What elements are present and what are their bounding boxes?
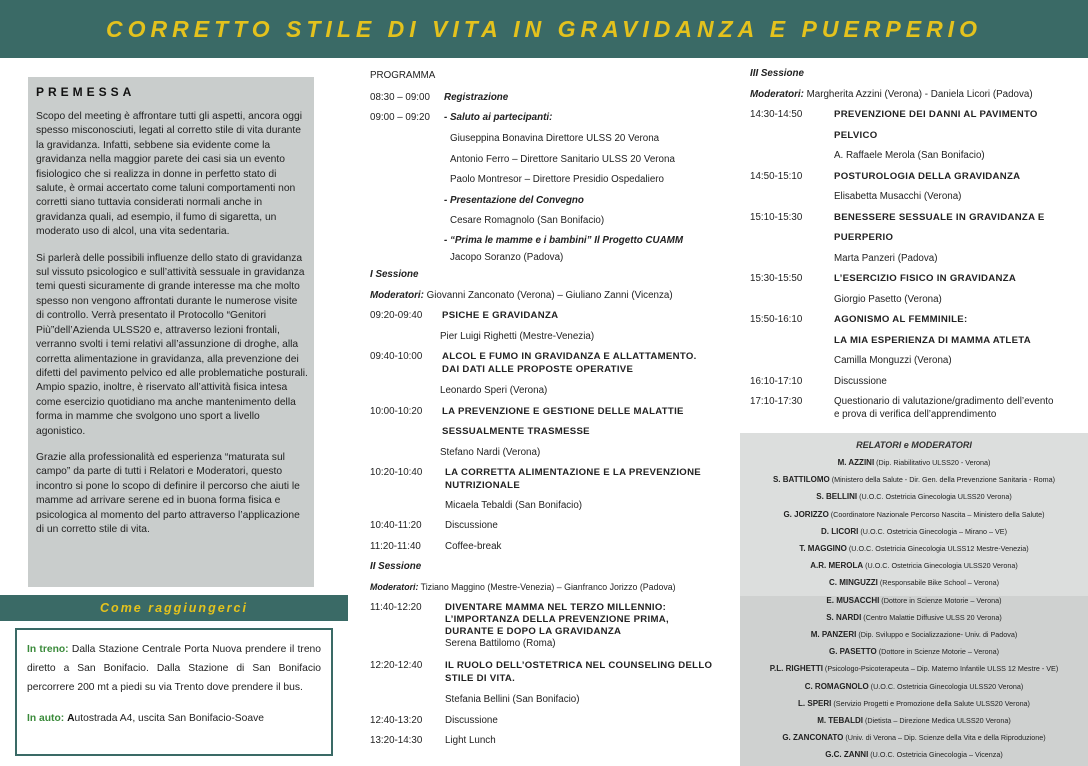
relatore-affiliation: (Servizio Progetti e Promozione della Salute ULSS20 Verona) (831, 698, 1030, 708)
talk-r1-speaker: A. Raffaele Merola (San Bonifacio) (834, 150, 985, 161)
talk-r4-title: L’ESERCIZIO FISICO IN GRAVIDANZA (834, 273, 1017, 284)
relatore-item (740, 527, 1088, 536)
relatore-affiliation: (U.O.C. Ostetricia Ginecologia ULSS20 Verona) (863, 561, 1018, 571)
train-directions (27, 640, 321, 697)
come-raggiungerci-title: Come raggiungerci (100, 601, 248, 615)
relatore-affiliation: (Univ. di Verona – Dip. Scienze della Vita e della Riproduzione) (843, 733, 1046, 743)
directions-box (15, 628, 333, 756)
talk-r1-title-b: PELVICO (834, 130, 878, 141)
talk-t2-title-b: DAI DATI ALLE PROPOSTE OPERATIVE (442, 364, 634, 375)
talk-t8-speaker: Stefania Bellini (San Bonifacio) (445, 694, 580, 705)
talk-r5-title-a: AGONISMO AL FEMMINILE: (834, 314, 968, 325)
premessa-paragraph-1: Scopo del meeting è affrontare tutti gli aspetti, ancora oggi spesso misconosciuti, legati al corretto stile di vita durante la gravidanza. Infatti, sebbene sia evidente come la gravidanza nella maggior parete dei casi sia un evento fisiologico che si realizza in donne in perfetto stato di salute, è ormai accertato come taluni comportamenti non corretti siano tuttavia considerati normali anche in gravidanza quali, ad esempio, il fumo di sigaretta, un moderato uso di alcol, una vita sedentaria. (36, 111, 302, 238)
car-directions (27, 709, 321, 728)
label-saluto: - Saluto ai partecipanti: (444, 112, 553, 123)
programma-title: PROGRAMMA (370, 70, 436, 81)
talk-t3-title-b: SESSUALMENTE TRASMESSE (442, 426, 590, 437)
relatore-item (740, 458, 1088, 467)
relatore-affiliation: (Dottore in Scienze Motorie – Verona) (876, 647, 999, 657)
page-title: CORRETTO STILE DI VITA IN GRAVIDANZA E PUERPERIO (106, 15, 982, 42)
time-r7: 17:10-17:30 (750, 396, 803, 407)
time-t1: 09:20-09:40 (370, 310, 423, 321)
relatore-name: G. PASETTO (829, 647, 877, 657)
label-cuamm: - “Prima le mamme e i bambini” Il Progetto CUAMM (444, 235, 683, 246)
relatore-affiliation: (Ministero della Salute - Dir. Gen. della Prevenzione Sanitaria - Roma) (829, 475, 1056, 485)
time-r1: 14:30-14:50 (750, 109, 803, 120)
relatore-affiliation: (Dip. Sviluppo e Socializzazione- Univ. di Padova) (856, 630, 1018, 639)
relatore-item (740, 561, 1088, 570)
time-r4: 15:30-15:50 (750, 273, 803, 284)
relatore-item (740, 699, 1088, 708)
talk-t7-title-a: DIVENTARE MAMMA NEL TERZO MILLENNIO: (445, 602, 667, 613)
train-label: In treno: (27, 644, 69, 655)
relatore-item (740, 647, 1088, 656)
relatore-affiliation: (U.O.C. Ostetricia Ginecologia – Vicenza) (868, 750, 1003, 760)
time-r3: 15:10-15:30 (750, 212, 803, 223)
relatore-item (740, 664, 1088, 673)
relatore-item (740, 733, 1088, 742)
relatore-name: E. MUSACCHI (826, 595, 880, 605)
talk-r7-title-a: Questionario di valutazione/gradimento dell’evento (834, 396, 1054, 407)
time-t5: 10:40-11:20 (370, 520, 422, 531)
time-r2: 14:50-15:10 (750, 171, 803, 182)
talk-t5-title: Discussione (445, 520, 498, 531)
time-saluto: 09:00 – 09:20 (370, 112, 430, 123)
relatore-affiliation: (Dietista – Direzione Medica ULSS20 Verona) (862, 716, 1011, 725)
relatore-name: M. AZZINI (837, 458, 875, 467)
relatore-item (740, 716, 1088, 725)
time-t4: 10:20-10:40 (370, 467, 423, 478)
talk-t8-title-a: IL RUOLO DELL’OSTETRICA NEL COUNSELING DELLO (445, 660, 713, 671)
relatore-name: G. ZANCONATO (782, 733, 844, 743)
session-3-moderators: Moderatori: Margherita Azzini (Verona) - Daniela Licori (Padova) (750, 89, 1033, 100)
relatore-name: S. NARDI (826, 612, 862, 622)
car-initial: A (67, 713, 75, 724)
talk-t2-title-a: ALCOL E FUMO IN GRAVIDANZA E ALLATTAMENTO. (442, 351, 697, 362)
saluto-speaker-3: Paolo Montresor – Direttore Presidio Ospedaliero (450, 174, 665, 185)
relatore-name: S. BELLINI (816, 492, 858, 502)
relatore-affiliation: (Dottore in Scienze Motorie – Verona) (879, 595, 1002, 605)
talk-t4-speaker: Micaela Tebaldi (San Bonifacio) (445, 500, 583, 511)
cuamm-speaker: Jacopo Soranzo (Padova) (450, 252, 564, 263)
relatore-item (740, 596, 1088, 605)
relatore-item (740, 475, 1088, 484)
premessa-paragraph-3: Grazie alla professionalità ed esperienza “maturata sul campo” da parte di tutti i Relatori e Moderatori, questo incontro si pone lo scopo di definire il percorso che aiuti le mamme ad arrivare serene ed in buona forma fisica e psicologica al momento del parto attraverso l’applicazione di un corretto stile di vita. (36, 451, 300, 535)
session-2-title: II Sessione (370, 561, 422, 572)
relatore-item (740, 578, 1088, 587)
talk-t7-title-b: L’IMPORTANZA DELLA PREVENZIONE PRIMA, (445, 614, 669, 625)
relatore-name: C. MINGUZZI (829, 578, 878, 588)
talk-t6-title: Coffee-break (445, 541, 502, 552)
relatore-affiliation: (U.O.C. Ostetricia Ginecologia ULSS20 Verona) (868, 681, 1024, 691)
time-registrazione: 08:30 – 09:00 (370, 92, 430, 103)
talk-t7-title-c: DURANTE E DOPO LA GRAVIDANZA (445, 626, 622, 637)
session-1-moderators: Moderatori: Giovanni Zanconato (Verona) – Giuliano Zanni (Vicenza) (370, 290, 673, 301)
relatore-name: L. SPERI (798, 698, 832, 708)
saluto-speaker-2: Antonio Ferro – Direttore Sanitario ULSS 20 Verona (450, 154, 675, 165)
talk-t8-title-b: STILE DI VITA. (445, 673, 516, 684)
talk-t4-title-b: NUTRIZIONALE (445, 480, 521, 491)
talk-r3-title-b: PUERPERIO (834, 232, 894, 243)
talk-t3-speaker: Stefano Nardi (Verona) (440, 447, 541, 458)
time-t8: 12:20-12:40 (370, 660, 423, 671)
relatore-name: P.L. RIGHETTI (769, 664, 823, 674)
relatore-item (740, 613, 1088, 622)
talk-r1-title-a: PREVENZIONE DEI DANNI AL PAVIMENTO (834, 109, 1038, 120)
talk-r6-title: Discussione (834, 376, 887, 387)
relatori-box (740, 433, 1088, 766)
talk-t1-title: PSICHE E GRAVIDANZA (442, 310, 559, 321)
relatore-item (740, 630, 1088, 639)
relatore-name: A.R. MEROLA (810, 561, 864, 571)
relatore-item (740, 492, 1088, 501)
car-text: utostrada A4, uscita San Bonifacio-Soave (74, 713, 264, 724)
relatore-affiliation: (Responsabile Bike School – Verona) (877, 578, 999, 588)
come-raggiungerci-bar (0, 595, 348, 621)
time-t3: 10:00-10:20 (370, 406, 423, 417)
time-t2: 09:40-10:00 (370, 351, 423, 362)
premessa-paragraph-2: Si parlerà delle possibili influenze dello stato di gravidanza sul vissuto psicologico e sull’attività sessuale in gravidanza temi questi sicuramente di grande interesse ma che molto spesso non vengono affrontati durante le numerose visite di controllo. Verrà presentato il Protocollo “Genitori Più”dell’Azienda ULSS20 e, attraverso lezioni frontali, verranno svolti i temi relativi all’assunzione di droghe, alla corretta alimentazione in gravidanza, alla prevenzione dei difetti del pavimento pelvico ed alle problematiche posturali. Ampio spazio, inoltre, è riservato all’attività fisica intesa come esercizio quotidiano ma anche mantenimento della forma in mamme che svolgono uno sport a livello agonistico. (36, 252, 308, 437)
car-label: In auto: (27, 713, 65, 724)
talk-r5-speaker: Camilla Monguzzi (Verona) (834, 355, 952, 366)
relatore-name: C. ROMAGNOLO (804, 681, 869, 691)
label-presentazione: - Presentazione del Convegno (444, 195, 584, 206)
time-r5: 15:50-16:10 (750, 314, 803, 325)
relatore-name: S. BATTILOMO (772, 475, 830, 485)
relatore-item (740, 682, 1088, 691)
talk-r2-speaker: Elisabetta Musacchi (Verona) (834, 191, 962, 202)
talk-t1-speaker: Pier Luigi Righetti (Mestre-Venezia) (440, 331, 595, 342)
relatore-affiliation: (U.O.C. Ostetricia Ginecologia – Mirano – VE) (858, 526, 1007, 536)
relatore-name: D. LICORI (821, 526, 859, 536)
time-t9: 12:40-13:20 (370, 715, 423, 726)
talk-t9-title: Discussione (445, 715, 498, 726)
relatore-name: G. JORIZZO (783, 509, 829, 519)
talk-t10-title: Light Lunch (445, 735, 496, 746)
relatore-affiliation: (Dip. Riabilitativo ULSS20 - Verona) (874, 458, 991, 467)
talk-r3-title-a: BENESSERE SESSUALE IN GRAVIDANZA E (834, 212, 1045, 223)
relatore-name: M. TEBALDI (817, 716, 863, 725)
relatore-name: M. PANZERI (810, 630, 857, 639)
talk-t4-title-a: LA CORRETTA ALIMENTAZIONE E LA PREVENZIONE (445, 467, 701, 478)
saluto-speaker-1: Giuseppina Bonavina Direttore ULSS 20 Verona (450, 133, 660, 144)
session-2-moderators: Moderatori: Tiziano Maggino (Mestre-Venezia) – Gianfranco Jorizzo (Padova) (370, 582, 676, 592)
time-t10: 13:20-14:30 (370, 735, 423, 746)
relatore-affiliation: (U.O.C. Ostetricia Ginecologia ULSS12 Mestre-Venezia) (846, 544, 1029, 553)
relatore-item (740, 510, 1088, 519)
talk-r2-title: POSTUROLOGIA DELLA GRAVIDANZA (834, 171, 1021, 182)
time-t7: 11:40-12:20 (370, 602, 422, 613)
talk-r5-title-b: LA MIA ESPERIENZA DI MAMMA ATLETA (834, 335, 1031, 346)
relatore-item (740, 544, 1088, 553)
relatore-affiliation: (U.O.C. Ostetricia Ginecologia ULSS20 Verona) (857, 492, 1012, 502)
premessa-box (28, 77, 314, 587)
talk-r4-speaker: Giorgio Pasetto (Verona) (834, 294, 942, 305)
label-registrazione: Registrazione (444, 92, 509, 103)
time-r6: 16:10-17:10 (750, 376, 803, 387)
session-1-title: I Sessione (370, 269, 419, 280)
presentazione-speaker: Cesare Romagnolo (San Bonifacio) (450, 215, 605, 226)
time-t6: 11:20-11:40 (370, 541, 421, 552)
title-banner (0, 0, 1088, 58)
relatore-name: G.C. ZANNI (825, 750, 869, 760)
relatore-name: T. MAGGINO (799, 544, 847, 553)
relatori-title: RELATORI e MODERATORI (856, 440, 972, 450)
talk-t3-title-a: LA PREVENZIONE E GESTIONE DELLE MALATTIE (442, 406, 684, 417)
talk-t2-speaker: Leonardo Speri (Verona) (440, 385, 548, 396)
relatore-affiliation: (Coordinatore Nazionale Percorso Nascita – Ministero della Salute) (828, 509, 1045, 519)
premessa-heading: PREMESSA (36, 85, 136, 99)
talk-t7-speaker: Serena Battilomo (Roma) (445, 638, 556, 649)
train-text: Dalla Stazione Centrale Porta Nuova prendere il treno diretto a San Bonifacio. Dalla Stazione di San Bonifacio percorrere 200 mt a piedi su via Trento dove prendere il bus. (27, 644, 321, 693)
relatore-affiliation: (Psicologo-Psicoterapeuta – Dip. Materno Infantile ULSS 12 Mestre - VE) (822, 664, 1059, 674)
talk-r7-title-b: e prova di verifica dell’apprendimento (834, 409, 997, 420)
session-3-title: III Sessione (750, 68, 804, 79)
relatore-affiliation: (Centro Malattie Diffusive ULSS 20 Verona) (861, 612, 1002, 622)
talk-r3-speaker: Marta Panzeri (Padova) (834, 253, 938, 264)
relatore-item (740, 750, 1088, 759)
